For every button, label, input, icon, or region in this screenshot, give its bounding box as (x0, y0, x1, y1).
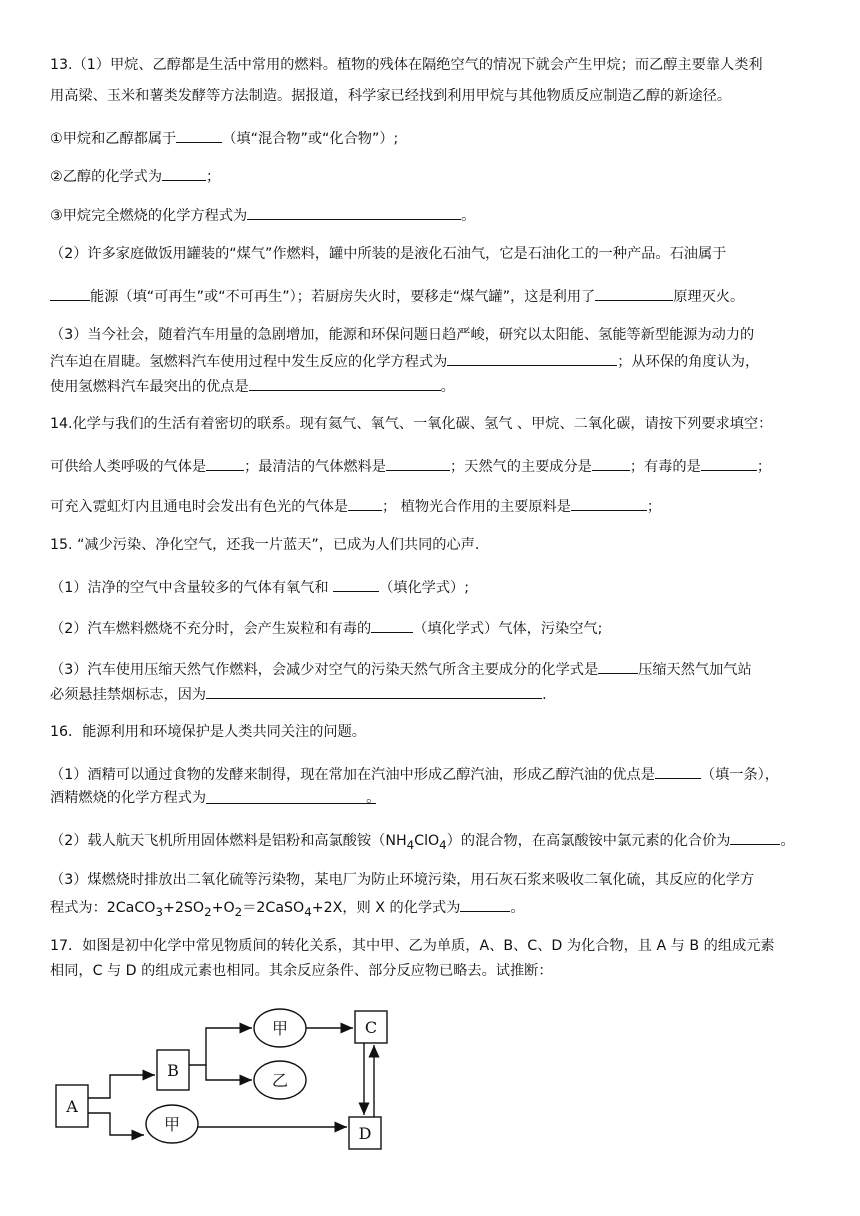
q14-line-2 (50, 456, 771, 476)
text: ； 植物光合作用的主要原料是 (381, 499, 571, 515)
text: ； (206, 169, 221, 185)
text: +2SO (162, 900, 205, 916)
text: ；从环保的角度认为， (617, 354, 760, 370)
label-jia-bottom: 甲 (163, 1115, 181, 1134)
text: 程式为：2CaCO (50, 900, 156, 916)
q15-line-1: 15. “减少污染、净化空气，还我一片蓝天”，已成为人们共同的心声. (50, 537, 480, 553)
q13-part-2: （2）许多家庭做饭用罐装的“煤气”作燃料，罐中所装的是液化石油气，它是石油化工的一种产品。石油属于 (50, 246, 727, 262)
text: 。 (780, 833, 795, 849)
text: ；有毒的是 (629, 459, 701, 475)
answer-blank[interactable] (206, 684, 542, 699)
answer-blank[interactable] (348, 496, 382, 511)
subscript: 4 (439, 837, 447, 852)
q14-line-3 (50, 496, 661, 516)
answer-blank[interactable] (598, 659, 638, 674)
text: 使用氢燃料汽车最突出的优点是 (50, 379, 249, 395)
text: ＝2CaSO (242, 900, 305, 916)
q13-item-2 (50, 166, 220, 186)
q13-part-3-cont2 (50, 376, 455, 396)
text: ClO (414, 833, 440, 849)
answer-blank[interactable] (571, 496, 647, 511)
label-a: A (66, 1097, 78, 1116)
answer-blank[interactable] (371, 618, 413, 633)
subscript: 4 (406, 837, 415, 852)
q13-part-3-cont (50, 351, 759, 371)
text: 必须悬挂禁烟标志，因为 (50, 687, 207, 703)
answer-blank[interactable] (730, 830, 780, 845)
text: （1）酒精可以通过食物的发酵来制得，现在常加在汽油中形成乙醇汽油，形成乙醇汽油的优点是 (50, 767, 655, 783)
q15-item-2 (50, 618, 602, 638)
subscript: 2 (234, 904, 243, 919)
text: 。 (440, 379, 455, 395)
text: ；最清洁的气体燃料是 (244, 459, 386, 475)
q13-line-1: 13.（1）甲烷、乙醇都是生活中常用的燃料。植物的残体在隔绝空气的情况下就会产生甲烷；而乙醇主要靠人类利 (50, 57, 763, 73)
text: 。 (366, 790, 381, 806)
q16-item-1 (50, 764, 779, 784)
q16-item-1-cont (50, 789, 381, 807)
text: 能源（填“可再生”或“不可再生”）；若厨房失火时，要移走“煤气罐”，这是利用了 (90, 289, 596, 305)
text: 汽车迫在眉睫。氢燃料汽车使用过程中发生反应的化学方程式为 (50, 354, 448, 370)
subscript: 2 (204, 904, 212, 919)
text: ①甲烷和乙醇都属于 (50, 131, 177, 147)
text: 压缩天然气加气站 (638, 662, 752, 678)
text: +O (211, 900, 235, 916)
label-c: C (364, 1018, 378, 1037)
text: ；天然气的主要成分是 (449, 459, 592, 475)
q15-item-3 (50, 659, 752, 679)
q13-part-3: （3）当今社会，随着汽车用量的急剧增加，能源和环保问题日趋严峻，研究以太阳能、氢能等新型能源为动力的 (50, 327, 755, 343)
q13-item-3 (50, 205, 475, 225)
text: ）的混合物，在高氯酸铵中氯元素的化合价为 (446, 833, 731, 849)
text: （3）汽车使用压缩天然气作燃料，会减少对空气的污染天然气所含主要成分的化学式是 (50, 662, 599, 678)
answer-blank[interactable] (206, 456, 244, 471)
label-jia-top: 甲 (271, 1019, 289, 1038)
q17-line-1: 17．如图是初中化学中常见物质间的转化关系，其中甲、乙为单质，A、B、C、D 为化合物，且 A 与 B 的组成元素 (50, 938, 775, 954)
text: 可充入霓虹灯内且通电时会发出有色光的气体是 (50, 499, 348, 515)
text: 原理灭火。 (673, 289, 745, 305)
text: ； (646, 499, 662, 515)
answer-blank[interactable] (176, 128, 222, 143)
label-d: D (358, 1124, 372, 1143)
text: 。 (461, 208, 476, 224)
text: （填一条）， (700, 767, 779, 783)
subscript: 4 (304, 904, 312, 919)
answer-blank[interactable] (595, 286, 673, 301)
text: ②乙醇的化学式为 (50, 169, 163, 185)
q13-item-1 (50, 128, 398, 148)
text: 。 (510, 900, 525, 916)
text: （填化学式）; (379, 580, 470, 596)
answer-blank[interactable] (333, 577, 379, 592)
text: . (542, 687, 547, 703)
subscript: 3 (155, 904, 163, 919)
text: 可供给人类呼吸的气体是 (50, 459, 207, 475)
answer-blank[interactable] (592, 456, 630, 471)
answer-blank[interactable] (701, 456, 757, 471)
text: （1）洁净的空气中含量较多的气体有氧气和 (50, 580, 334, 596)
q16-line-1: 16．能源利用和环境保护是人类共同关注的问题。 (50, 724, 366, 740)
label-yi: 乙 (271, 1071, 289, 1090)
text: +2X，则 X 的化学式为 (311, 900, 461, 916)
text: （填化学式）气体，污染空气; (413, 621, 603, 637)
answer-blank[interactable] (162, 166, 206, 181)
q15-item-1 (50, 577, 469, 597)
answer-blank[interactable] (206, 789, 381, 806)
answer-blank[interactable] (460, 897, 510, 912)
q14-line-1: 14.化学与我们的生活有着密切的联系。现有氦气、氧气、一氧化碳、氢气 、甲烷、二氧化碳，请按下列要求填空： (50, 416, 773, 432)
text: （2）载人航天飞机所用固体燃料是铝粉和高氯酸铵（NH (50, 833, 407, 849)
conversion-diagram (0, 1005, 860, 1165)
answer-blank[interactable] (249, 376, 441, 391)
text: 酒精燃烧的化学方程式为 (50, 790, 207, 806)
q15-item-3-cont (50, 684, 547, 704)
answer-blank[interactable] (386, 456, 450, 471)
q16-item-3-cont (50, 897, 525, 921)
text: （2）汽车燃料燃烧不充分时，会产生炭粒和有毒的 (50, 621, 372, 637)
text: ③甲烷完全燃烧的化学方程式为 (50, 208, 248, 224)
label-b: B (167, 1061, 179, 1080)
answer-blank[interactable] (447, 351, 617, 366)
q16-item-3: （3）煤燃烧时排放出二氧化硫等污染物，某电厂为防止环境污染，用石灰石浆来吸收二氧化硫，其反应的化学方 (50, 872, 755, 888)
q13-part-2-cont (50, 286, 744, 306)
answer-blank[interactable] (247, 205, 461, 220)
text: ； (756, 459, 772, 475)
q16-item-2 (50, 830, 795, 854)
q13-line-2: 用高梁、玉米和薯类发酵等方法制造。据报道，科学家已经找到利用甲烷与其他物质反应制造乙醇的新途径。 (50, 88, 732, 104)
answer-blank[interactable] (655, 764, 701, 779)
q17-line-2: 相同，C 与 D 的组成元素也相同。其余反应条件、部分反应物已略去。试推断： (50, 963, 553, 979)
text: （填“混合物”或“化合物”）; (222, 131, 399, 147)
answer-blank[interactable] (50, 286, 90, 301)
